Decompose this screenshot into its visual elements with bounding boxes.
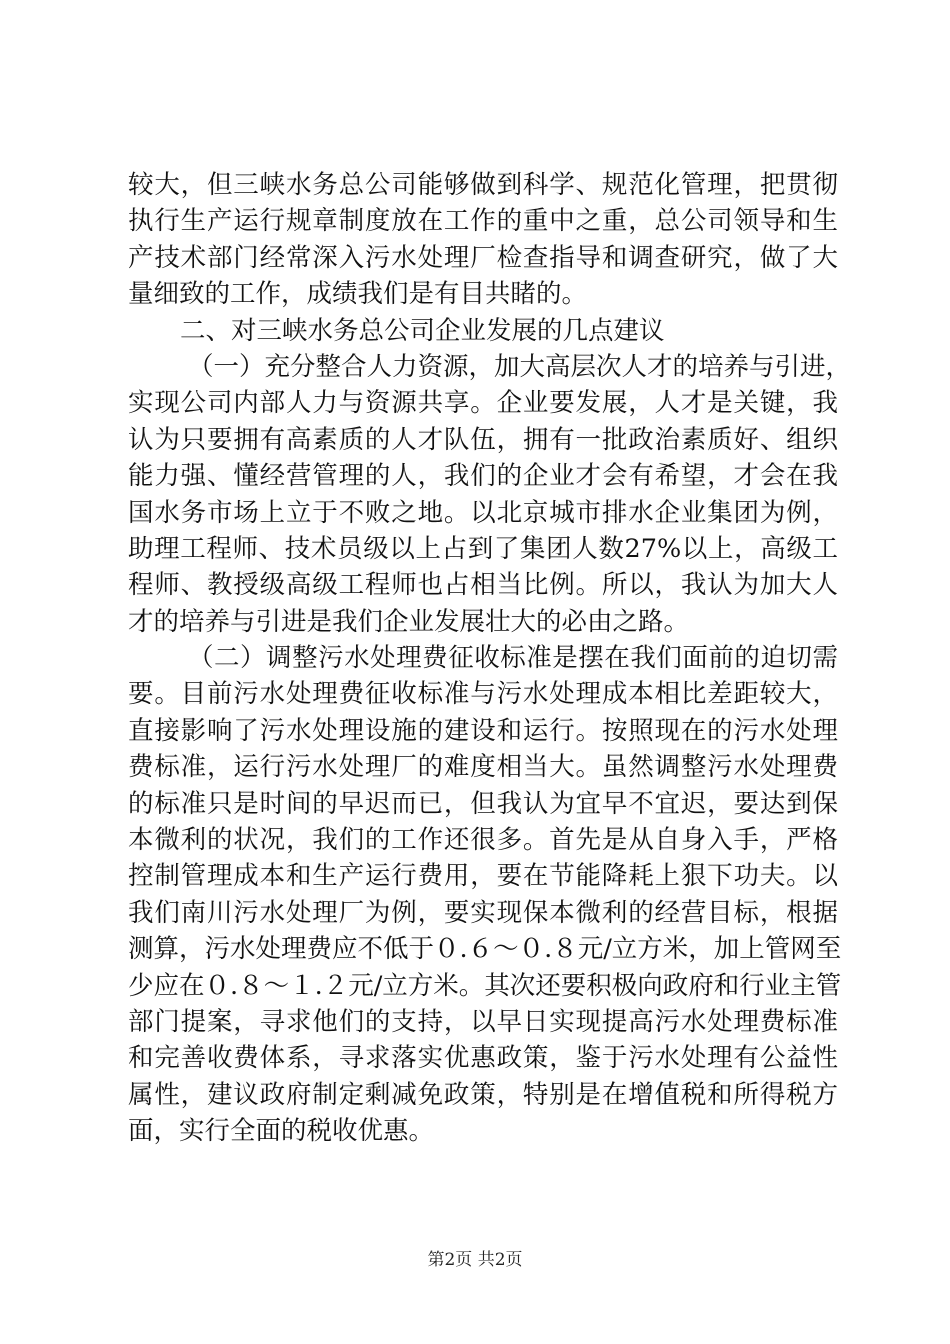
paragraph-line: 助理工程师、技术员级以上占到了集团人数27%以上，高级工	[128, 533, 838, 564]
paragraph-line: 直接影响了污水处理设施的建设和运行。按照现在的污水处理	[128, 715, 838, 746]
paragraph-line: 本微利的状况，我们的工作还很多。首先是从自身入手，严格	[128, 825, 838, 856]
page-number-footer: 第2页 共2页	[427, 1250, 523, 1270]
paragraph-line: 我们南川污水处理厂为例，要实现保本微利的经营目标，根据	[128, 897, 838, 928]
paragraph-line: 产技术部门经常深入污水处理厂检查指导和调查研究，做了大	[128, 242, 838, 273]
paragraph-line: 实现公司内部人力与资源共享。企业要发展，人才是关键，我	[128, 388, 838, 419]
paragraph-line: 量细致的工作，成绩我们是有目共睹的。	[128, 279, 588, 310]
paragraph-line: 控制管理成本和生产运行费用，要在节能降耗上狠下功夫。以	[128, 861, 838, 892]
paragraph-line: 国水务市场上立于不败之地。以北京城市排水企业集团为例，	[128, 497, 838, 528]
paragraph-line: 费标准，运行污水处理厂的难度相当大。虽然调整污水处理费	[128, 752, 838, 783]
paragraph-line: 测算，污水处理费应不低于０.６～０.８元/立方米，加上管网至	[128, 934, 842, 965]
paragraph-line: 部门提案，寻求他们的支持，以早日实现提高污水处理费标准	[128, 1006, 838, 1037]
paragraph-line: 认为只要拥有高素质的人才队伍，拥有一批政治素质好、组织	[128, 424, 838, 455]
paragraph-line: 程师、教授级高级工程师也占相当比例。所以，我认为加大人	[128, 570, 838, 601]
paragraph-line: 执行生产运行规章制度放在工作的重中之重，总公司领导和生	[128, 206, 838, 237]
paragraph-line: （一）充分整合人力资源，加大高层次人才的培养与引进，	[188, 351, 852, 382]
paragraph-line: 的标准只是时间的早迟而已，但我认为宜早不宜迟，要达到保	[128, 788, 838, 819]
paragraph-line: 较大，但三峡水务总公司能够做到科学、规范化管理，把贯彻	[128, 170, 838, 200]
section-heading: 二、对三峡水务总公司企业发展的几点建议	[180, 315, 665, 346]
document-body	[128, 167, 852, 1150]
paragraph-line: 才的培养与引进是我们企业发展壮大的必由之路。	[128, 606, 690, 637]
paragraph-line: 和完善收费体系，寻求落实优惠政策，鉴于污水处理有公益性	[128, 1043, 838, 1074]
paragraph-line: （二）调整污水处理费征收标准是摆在我们面前的迫切需	[188, 643, 838, 674]
paragraph-line: 要。目前污水处理费征收标准与污水处理成本相比差距较大，	[128, 679, 838, 710]
paragraph-line: 能力强、懂经营管理的人，我们的企业才会有希望，才会在我	[128, 461, 838, 492]
paragraph-line: 面，实行全面的税收优惠。	[128, 1116, 435, 1147]
paragraph-line: 属性，建议政府制定剩减免政策，特别是在增值税和所得税方	[128, 1079, 838, 1110]
paragraph-line: 少应在０.８～１.２元/立方米。其次还要积极向政府和行业主管	[128, 970, 842, 1001]
